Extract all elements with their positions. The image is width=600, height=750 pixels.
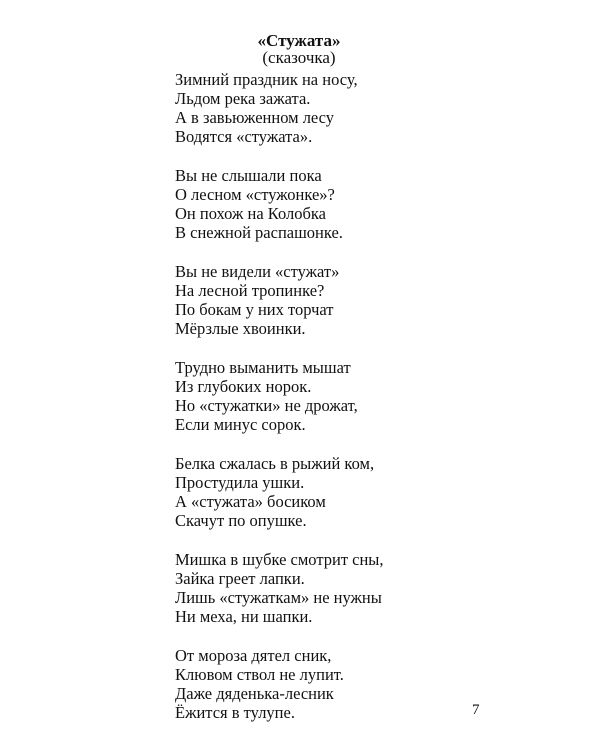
poem-line: В снежной распашонке. [175,223,343,242]
poem-line: Льдом река зажата. [175,89,311,108]
poem-line: Даже дяденька-лесник [175,684,334,703]
poem-line: Трудно выманить мышат [175,358,351,377]
poem-title: «Стужата» [257,31,341,50]
poem-line: Но «стужатки» не дрожат, [175,396,358,415]
stanza [175,70,515,146]
poem-line: А в завьюженном лесу [175,108,335,127]
poem-line: Ёжится в тулупе. [175,703,295,722]
stanza [175,550,515,626]
poem-line: Простудила ушки. [175,473,305,492]
poem-line: От мороза дятел сник, [175,646,332,665]
poem-line: А «стужата» босиком [175,492,326,511]
stanza [175,262,515,338]
poem-line: Зайка греет лапки. [175,569,305,588]
poem-subtitle: (сказочка) [262,48,336,67]
poem-line: Он похож на Колобка [175,204,326,223]
poem-line: Зимний праздник на носу, [175,70,358,89]
poem-line: Белка сжалась в рыжий ком, [175,454,375,473]
stanza [175,454,515,530]
poem-line: Водятся «стужата». [175,127,313,146]
page-number: 7 [472,702,480,718]
poem-line: Скачут по опушке. [175,511,307,530]
poem-line: Лишь «стужаткам» не нужны [175,588,382,607]
poem-line: О лесном «стужонке»? [175,185,335,204]
stanza [175,646,515,722]
poem-line: Вы не слышали пока [175,166,322,185]
poem-line: Вы не видели «стужат» [175,262,340,281]
poem-line: На лесной тропинке? [175,281,325,300]
poem-body [175,70,515,742]
stanza [175,166,515,242]
poem-line: Мишка в шубке смотрит сны, [175,550,384,569]
poem-line: Из глубоких норок. [175,377,312,396]
stanza [175,358,515,434]
poem-line: Если минус сорок. [175,415,306,434]
poem-line: Ни меха, ни шапки. [175,607,313,626]
poem-line: По бокам у них торчат [175,300,334,319]
poem-line: Клювом ствол не лупит. [175,665,344,684]
poem-line: Мёрзлые хвоинки. [175,319,306,338]
